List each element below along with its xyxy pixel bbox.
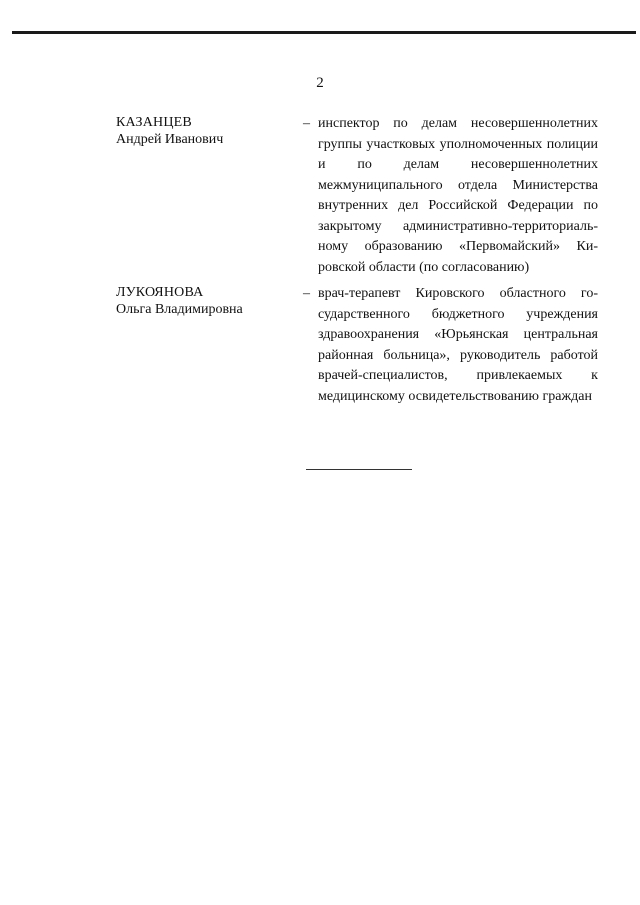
page-number: 2	[316, 75, 324, 91]
member-surname: КАЗАНЦЕВ	[116, 115, 192, 130]
member-given-name: Ольга Владимировна	[116, 302, 243, 317]
header-rule	[12, 31, 636, 34]
entry-dash: –	[303, 116, 310, 131]
member-surname: ЛУКОЯНОВА	[116, 285, 204, 300]
entry-dash: –	[303, 286, 310, 301]
end-of-list-rule	[306, 469, 412, 470]
member-name	[116, 284, 296, 318]
member-position: врач-терапевт Кировского областного государственного бюджетного учреждения здравоохранения «Юрьянская центральная районная больница», руководитель работой врачей-специалистов, привлекаемых к медицинскому освидетельствованию граждан	[318, 286, 598, 404]
member-position: инспектор по делам несовершеннолетних группы участковых уполномоченных полиции и по делам несовершеннолетних межмуниципального отдела Министерства внутренних дел Российской Федерации по закрытому административно-территориальному образованию «Первомайский» Кировской области (по согласованию)	[318, 116, 598, 275]
member-name	[116, 114, 296, 148]
member-given-name: Андрей Иванович	[116, 132, 224, 147]
